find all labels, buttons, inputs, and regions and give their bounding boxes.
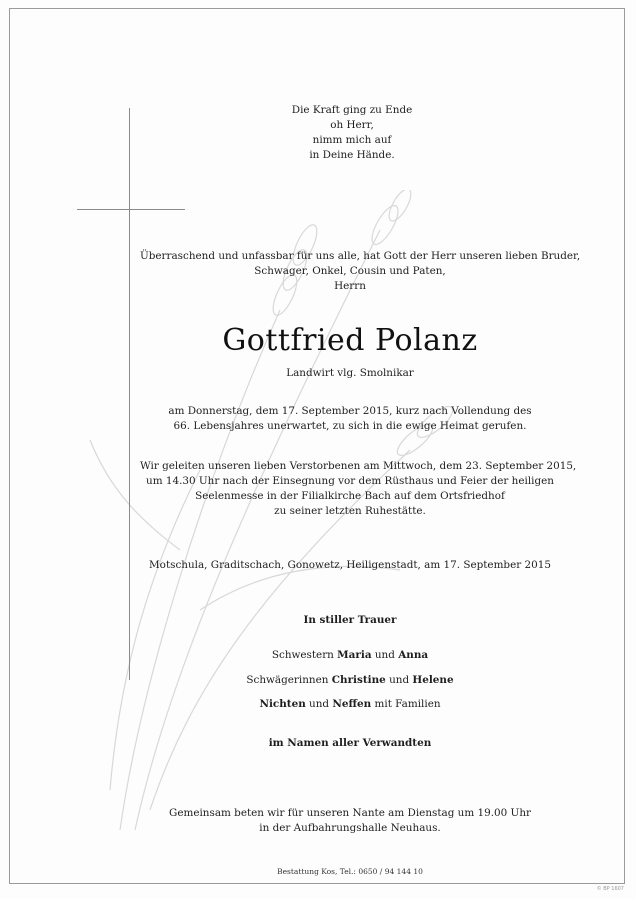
families-label: mit Familien — [371, 698, 441, 710]
funeral-line: zu seiner letzten Ruhestätte. — [274, 505, 426, 517]
sister-name: Anna — [398, 649, 429, 661]
prayer-line: in der Aufbahrungshalle Neuhaus. — [259, 822, 441, 834]
conjunction: und — [305, 698, 333, 710]
nieces-label: Nichten — [259, 698, 306, 710]
prayer-line: Gemeinsam beten wir für unseren Nante am Dienstag um 19.00 Uhr — [169, 807, 531, 819]
death-notice-line: 66. Lebensjahres unerwartet, zu sich in die ewige Heimat gerufen. — [173, 420, 527, 432]
funeral-line: Seelenmesse in der Filialkirche Bach auf dem Ortsfriedhof — [195, 490, 505, 502]
sisters-label: Schwestern — [271, 649, 338, 661]
cross-horizontal — [77, 209, 185, 210]
mourners-heading: In stiller Trauer — [303, 614, 397, 626]
funeral-home-footer: Bestattung Kos, Tel.: 0650 / 94 144 10 — [277, 867, 423, 876]
death-notice — [140, 404, 560, 434]
relatives-block — [140, 736, 560, 751]
inlaw-name: Helene — [412, 674, 454, 686]
mourners-inlaws — [140, 673, 560, 688]
cross-vertical — [129, 108, 130, 680]
poem — [232, 103, 472, 163]
sister-name: Maria — [337, 649, 372, 661]
prayer-notice — [140, 806, 560, 836]
intro-text — [140, 249, 581, 294]
poem-line: oh Herr, — [330, 119, 374, 131]
poem-line: Die Kraft ging zu Ende — [291, 104, 413, 116]
place-date — [140, 558, 560, 573]
deceased-name: Gottfried Polanz — [222, 323, 478, 358]
intro-line: Schwager, Onkel, Cousin und Paten, — [254, 265, 446, 277]
funeral-details — [140, 459, 577, 519]
inlaws-label: Schwägerinnen — [246, 674, 332, 686]
mourners-nieces-nephews — [140, 697, 560, 712]
mourners-heading-block — [140, 613, 560, 628]
deceased-occupation: Landwirt vlg. Smolnikar — [286, 367, 414, 379]
conjunction: und — [385, 674, 413, 686]
intro-line: Herrn — [334, 280, 366, 292]
intro-line: Überraschend und unfassbar für uns alle, hat Gott der Herr unseren lieben Bruder, — [140, 250, 581, 262]
poem-line: nimm mich auf — [312, 134, 392, 146]
funeral-line: um 14.30 Uhr nach der Einsegnung vor dem Rüsthaus und Feier der heiligen — [146, 475, 554, 487]
funeral-line: Wir geleiten unseren lieben Verstorbenen am Mittwoch, dem 23. September 2015, — [140, 460, 577, 472]
deceased-title — [140, 366, 560, 381]
corner-mark: © BP 1607 — [596, 886, 624, 892]
poem-line: in Deine Hände. — [309, 149, 395, 161]
mourners-sisters — [140, 648, 560, 663]
nephews-label: Neffen — [332, 698, 372, 710]
inlaw-name: Christine — [331, 674, 386, 686]
relatives-line: im Namen aller Verwandten — [268, 737, 432, 749]
death-notice-line: am Donnerstag, dem 17. September 2015, kurz nach Vollendung des — [168, 405, 532, 417]
conjunction: und — [371, 649, 399, 661]
place-date-line: Motschula, Graditschach, Gonowetz, Heiligenstadt, am 17. September 2015 — [149, 559, 551, 571]
